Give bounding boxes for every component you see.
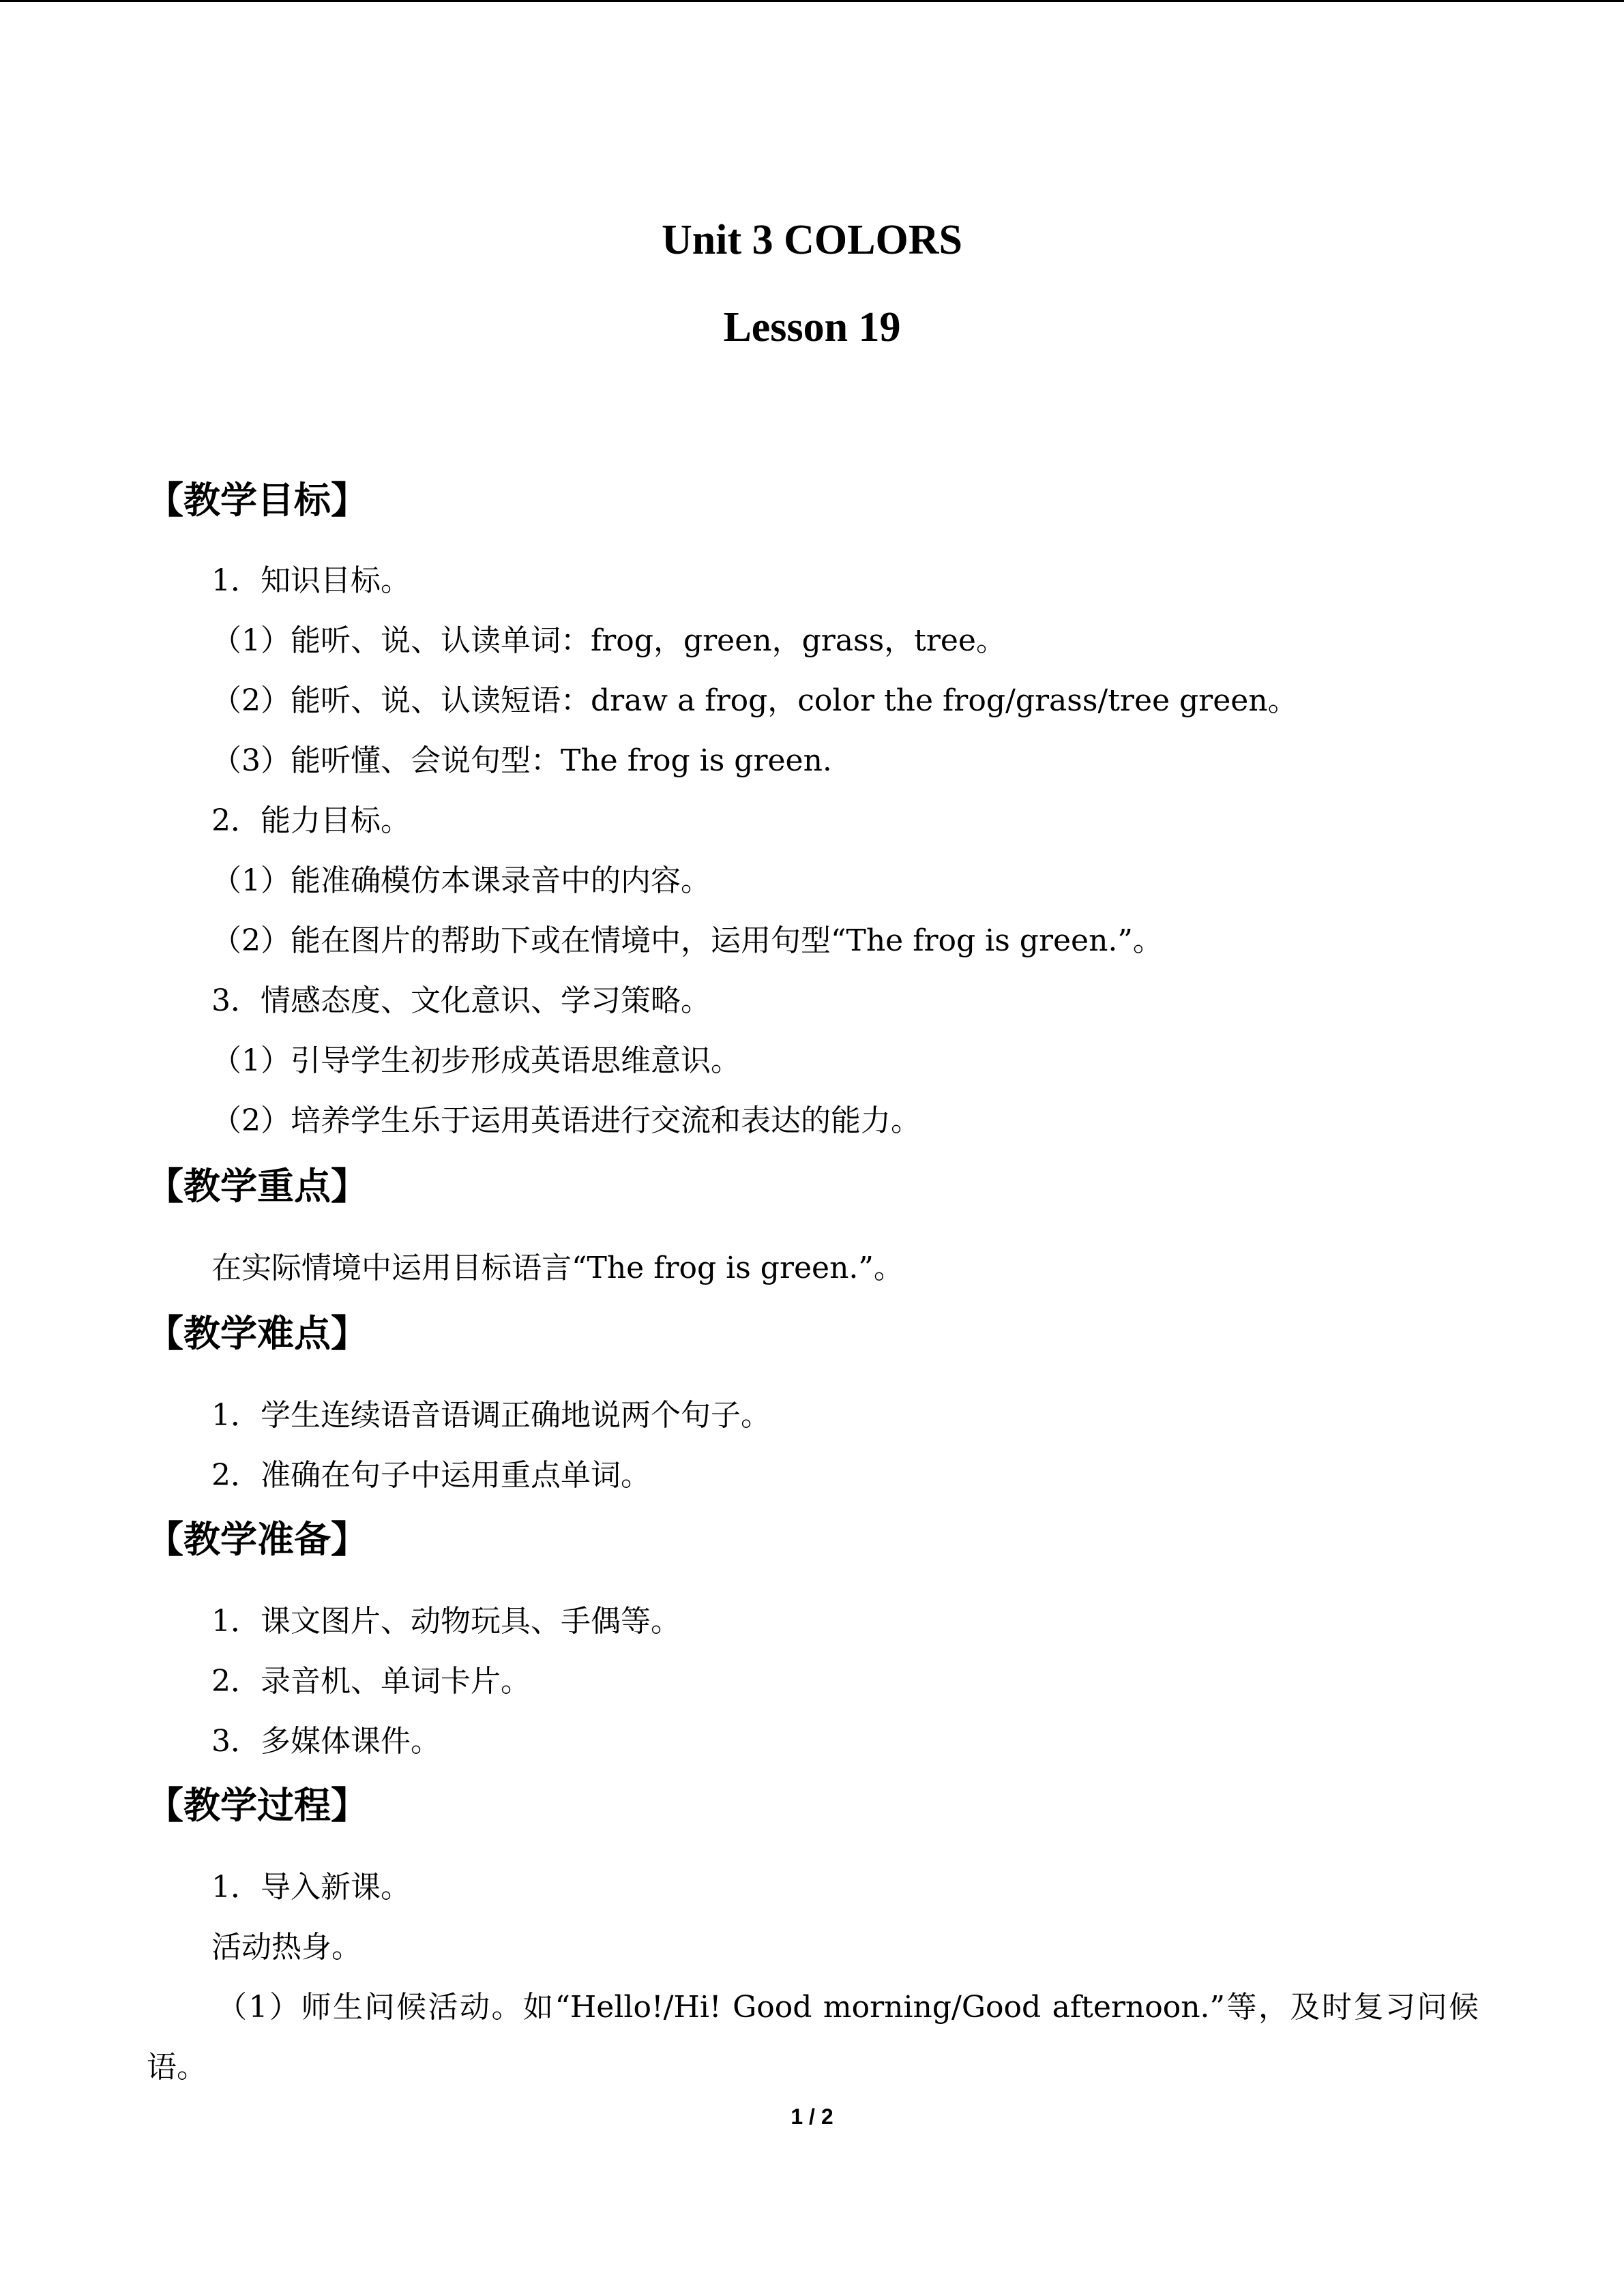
section-heading-objectives: 【教学目标】 — [147, 479, 368, 522]
page-number: 1 / 2 — [791, 2104, 833, 2129]
objective-line: 1．知识目标。 — [211, 563, 411, 598]
process-line: 活动热身。 — [211, 1930, 361, 1965]
preparation-line: 1．课文图片、动物玩具、手偶等。 — [211, 1604, 681, 1639]
objective-line: （3）能听懂、会说句型：The frog is green. — [211, 743, 832, 778]
objective-line: （2）能听、说、认读短语：draw a frog，color the frog/grass/tree green。 — [211, 683, 1298, 718]
top-border-rule — [0, 0, 1624, 2]
preparation-line: 3．多媒体课件。 — [211, 1724, 441, 1759]
preparation-line: 2．录音机、单词卡片。 — [211, 1664, 531, 1699]
process-line: （1）师生问候活动。如“Hello!/Hi! Good morning/Good afternoon.”等，及时复习问候 — [217, 1990, 1479, 2025]
objective-line: 2．能力目标。 — [211, 803, 411, 838]
objective-line: 3．情感态度、文化意识、学习策略。 — [211, 983, 711, 1018]
objective-line: （2）能在图片的帮助下或在情境中，运用句型“The frog is green.”。 — [211, 923, 1163, 958]
objective-line: （2）培养学生乐于运用英语进行交流和表达的能力。 — [211, 1103, 921, 1138]
difficulty-line: 1．学生连续语音语调正确地说两个句子。 — [211, 1398, 771, 1433]
objective-line: （1）能准确模仿本课录音中的内容。 — [211, 863, 711, 898]
section-heading-process: 【教学过程】 — [147, 1784, 368, 1827]
objective-line: （1）能听、说、认读单词：frog，green，grass，tree。 — [211, 623, 1006, 658]
document-subtitle: Lesson 19 — [723, 304, 901, 351]
process-line: 语。 — [147, 2050, 207, 2085]
difficulty-line: 2．准确在句子中运用重点单词。 — [211, 1458, 651, 1493]
section-heading-difficulties: 【教学难点】 — [147, 1312, 368, 1355]
objective-line: （1）引导学生初步形成英语思维意识。 — [211, 1043, 741, 1078]
section-heading-preparation: 【教学准备】 — [147, 1518, 368, 1561]
process-line: 1．导入新课。 — [211, 1870, 411, 1905]
section-heading-key-points: 【教学重点】 — [147, 1165, 368, 1208]
document-title: Unit 3 COLORS — [662, 217, 962, 263]
key-point-line: 在实际情境中运用目标语言“The frog is green.”。 — [211, 1251, 904, 1285]
